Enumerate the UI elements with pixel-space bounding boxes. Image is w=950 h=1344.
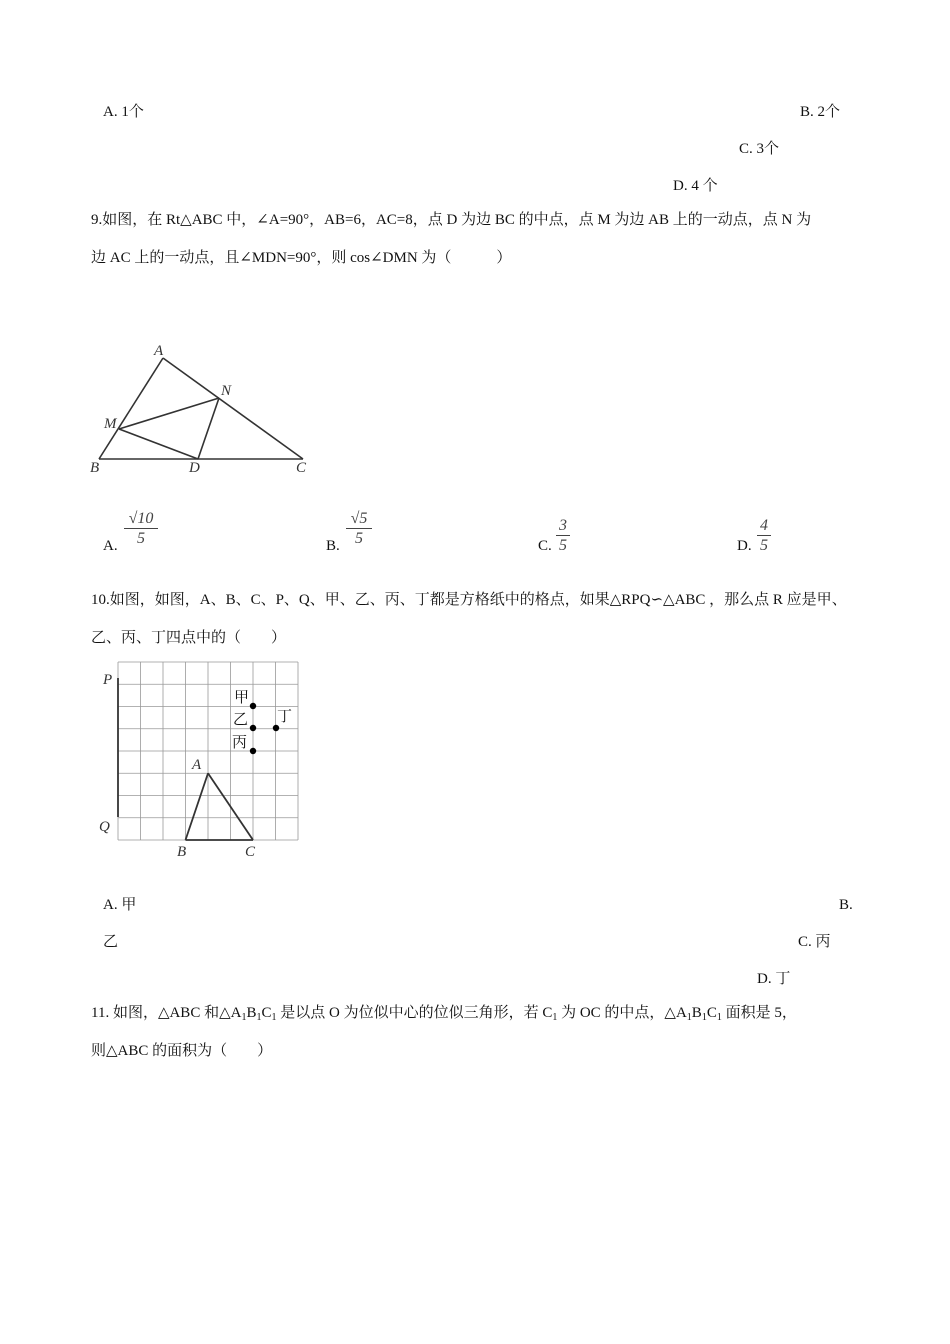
q11-text-line1	[91, 1003, 797, 1028]
fraction-bar	[757, 535, 771, 536]
q9-label-a: A	[154, 343, 164, 359]
subscript: 1	[271, 1012, 277, 1023]
q11-text: C	[706, 1005, 717, 1021]
q9-option-c-denominator: 5	[559, 537, 567, 554]
q10-label-q: Q	[99, 819, 110, 835]
q9-option-d-numerator: 4	[760, 517, 768, 534]
fraction-bar	[124, 528, 158, 529]
q10-label-c: C	[245, 844, 256, 860]
q8-option-b[interactable]: B. 2个	[800, 104, 841, 120]
q11-text: B	[691, 1005, 702, 1021]
fraction-bar	[556, 535, 570, 536]
q8-option-d[interactable]: D. 4 个	[673, 178, 718, 194]
q11-text-line2: 则△ABC 的面积为（ ）	[91, 1043, 273, 1059]
q10-label-b: B	[177, 844, 187, 860]
q11-text: 是以点 O 为位似中心的位似三角形，若 C	[276, 1005, 553, 1021]
q10-label-a: A	[192, 757, 202, 773]
subscript: 1	[256, 1012, 262, 1023]
q9-label-m: M	[104, 416, 117, 432]
q9-option-c-numerator: 3	[559, 517, 567, 534]
q10-grid-figure	[95, 655, 305, 860]
q10-label-bing: 丙	[232, 735, 248, 751]
q10-text-line1: 10.如图，如图，A、B、C、P、Q、甲、乙、丙、丁都是方格纸中的格点，如果△RPQ∽△ABC ，那么点 R 应是甲、	[91, 592, 847, 608]
q9-triangle-figure	[85, 338, 320, 480]
q10-option-c[interactable]: C. 丙	[798, 934, 831, 950]
q9-option-a-denominator: 5	[137, 530, 145, 547]
q10-option-d[interactable]: D. 丁	[757, 971, 791, 987]
subscript: 1	[686, 1012, 692, 1023]
q9-option-b-numerator: √5	[350, 510, 368, 527]
q9-label-n: N	[221, 383, 232, 399]
q9-option-b-denominator: 5	[355, 530, 363, 547]
q9-option-b-fraction	[346, 510, 372, 547]
q10-text-line2: 乙、丙、丁四点中的（ ）	[91, 630, 287, 646]
q9-text-line1: 9.如图，在 Rt△ABC 中，∠A=90°，AB=6，AC=8，点 D 为边 BC 的中点，点 M 为边 AB 上的一动点，点 N 为	[91, 212, 812, 228]
q9-option-d-fraction	[757, 517, 771, 554]
subscript: 1	[716, 1012, 722, 1023]
q9-option-c-fraction	[556, 517, 570, 554]
q11-text: 面积是 5，	[721, 1005, 797, 1021]
q11-text: C	[261, 1005, 272, 1021]
q8-option-c[interactable]: C. 3个	[739, 141, 780, 157]
q9-option-d-denominator: 5	[760, 537, 768, 554]
q9-option-b-label[interactable]: B.	[326, 538, 340, 554]
q9-label-d: D	[189, 460, 200, 476]
q9-label-b: B	[90, 460, 100, 476]
q9-option-d-label[interactable]: D.	[737, 538, 752, 554]
subscript: 1	[552, 1012, 558, 1023]
q9-option-c-label[interactable]: C.	[538, 538, 552, 554]
q10-label-ding: 丁	[277, 709, 293, 725]
q10-label-p: P	[103, 672, 113, 688]
subscript: 1	[701, 1012, 707, 1023]
q11-text: 11. 如图，△ABC 和△A	[91, 1005, 242, 1021]
q10-option-b-continued: 乙	[103, 934, 119, 950]
q10-option-a[interactable]: A. 甲	[103, 897, 137, 913]
q10-option-b[interactable]: B.	[839, 897, 853, 913]
subscript: 1	[241, 1012, 247, 1023]
q9-option-a-label[interactable]: A.	[103, 538, 118, 554]
q10-label-yi: 乙	[233, 712, 249, 728]
q9-option-a-fraction	[124, 510, 158, 547]
fraction-bar	[346, 528, 372, 529]
q9-label-c: C	[296, 460, 307, 476]
q10-label-jia: 甲	[234, 690, 250, 706]
q8-option-a[interactable]: A. 1个	[103, 104, 144, 120]
q11-text: B	[246, 1005, 257, 1021]
q9-text-line2: 边 AC 上的一动点，且∠MDN=90°，则 cos∠DMN 为（ ）	[91, 250, 512, 266]
q9-option-a-numerator: √10	[128, 510, 154, 527]
q11-text: 为 OC 的中点，△A	[557, 1005, 687, 1021]
